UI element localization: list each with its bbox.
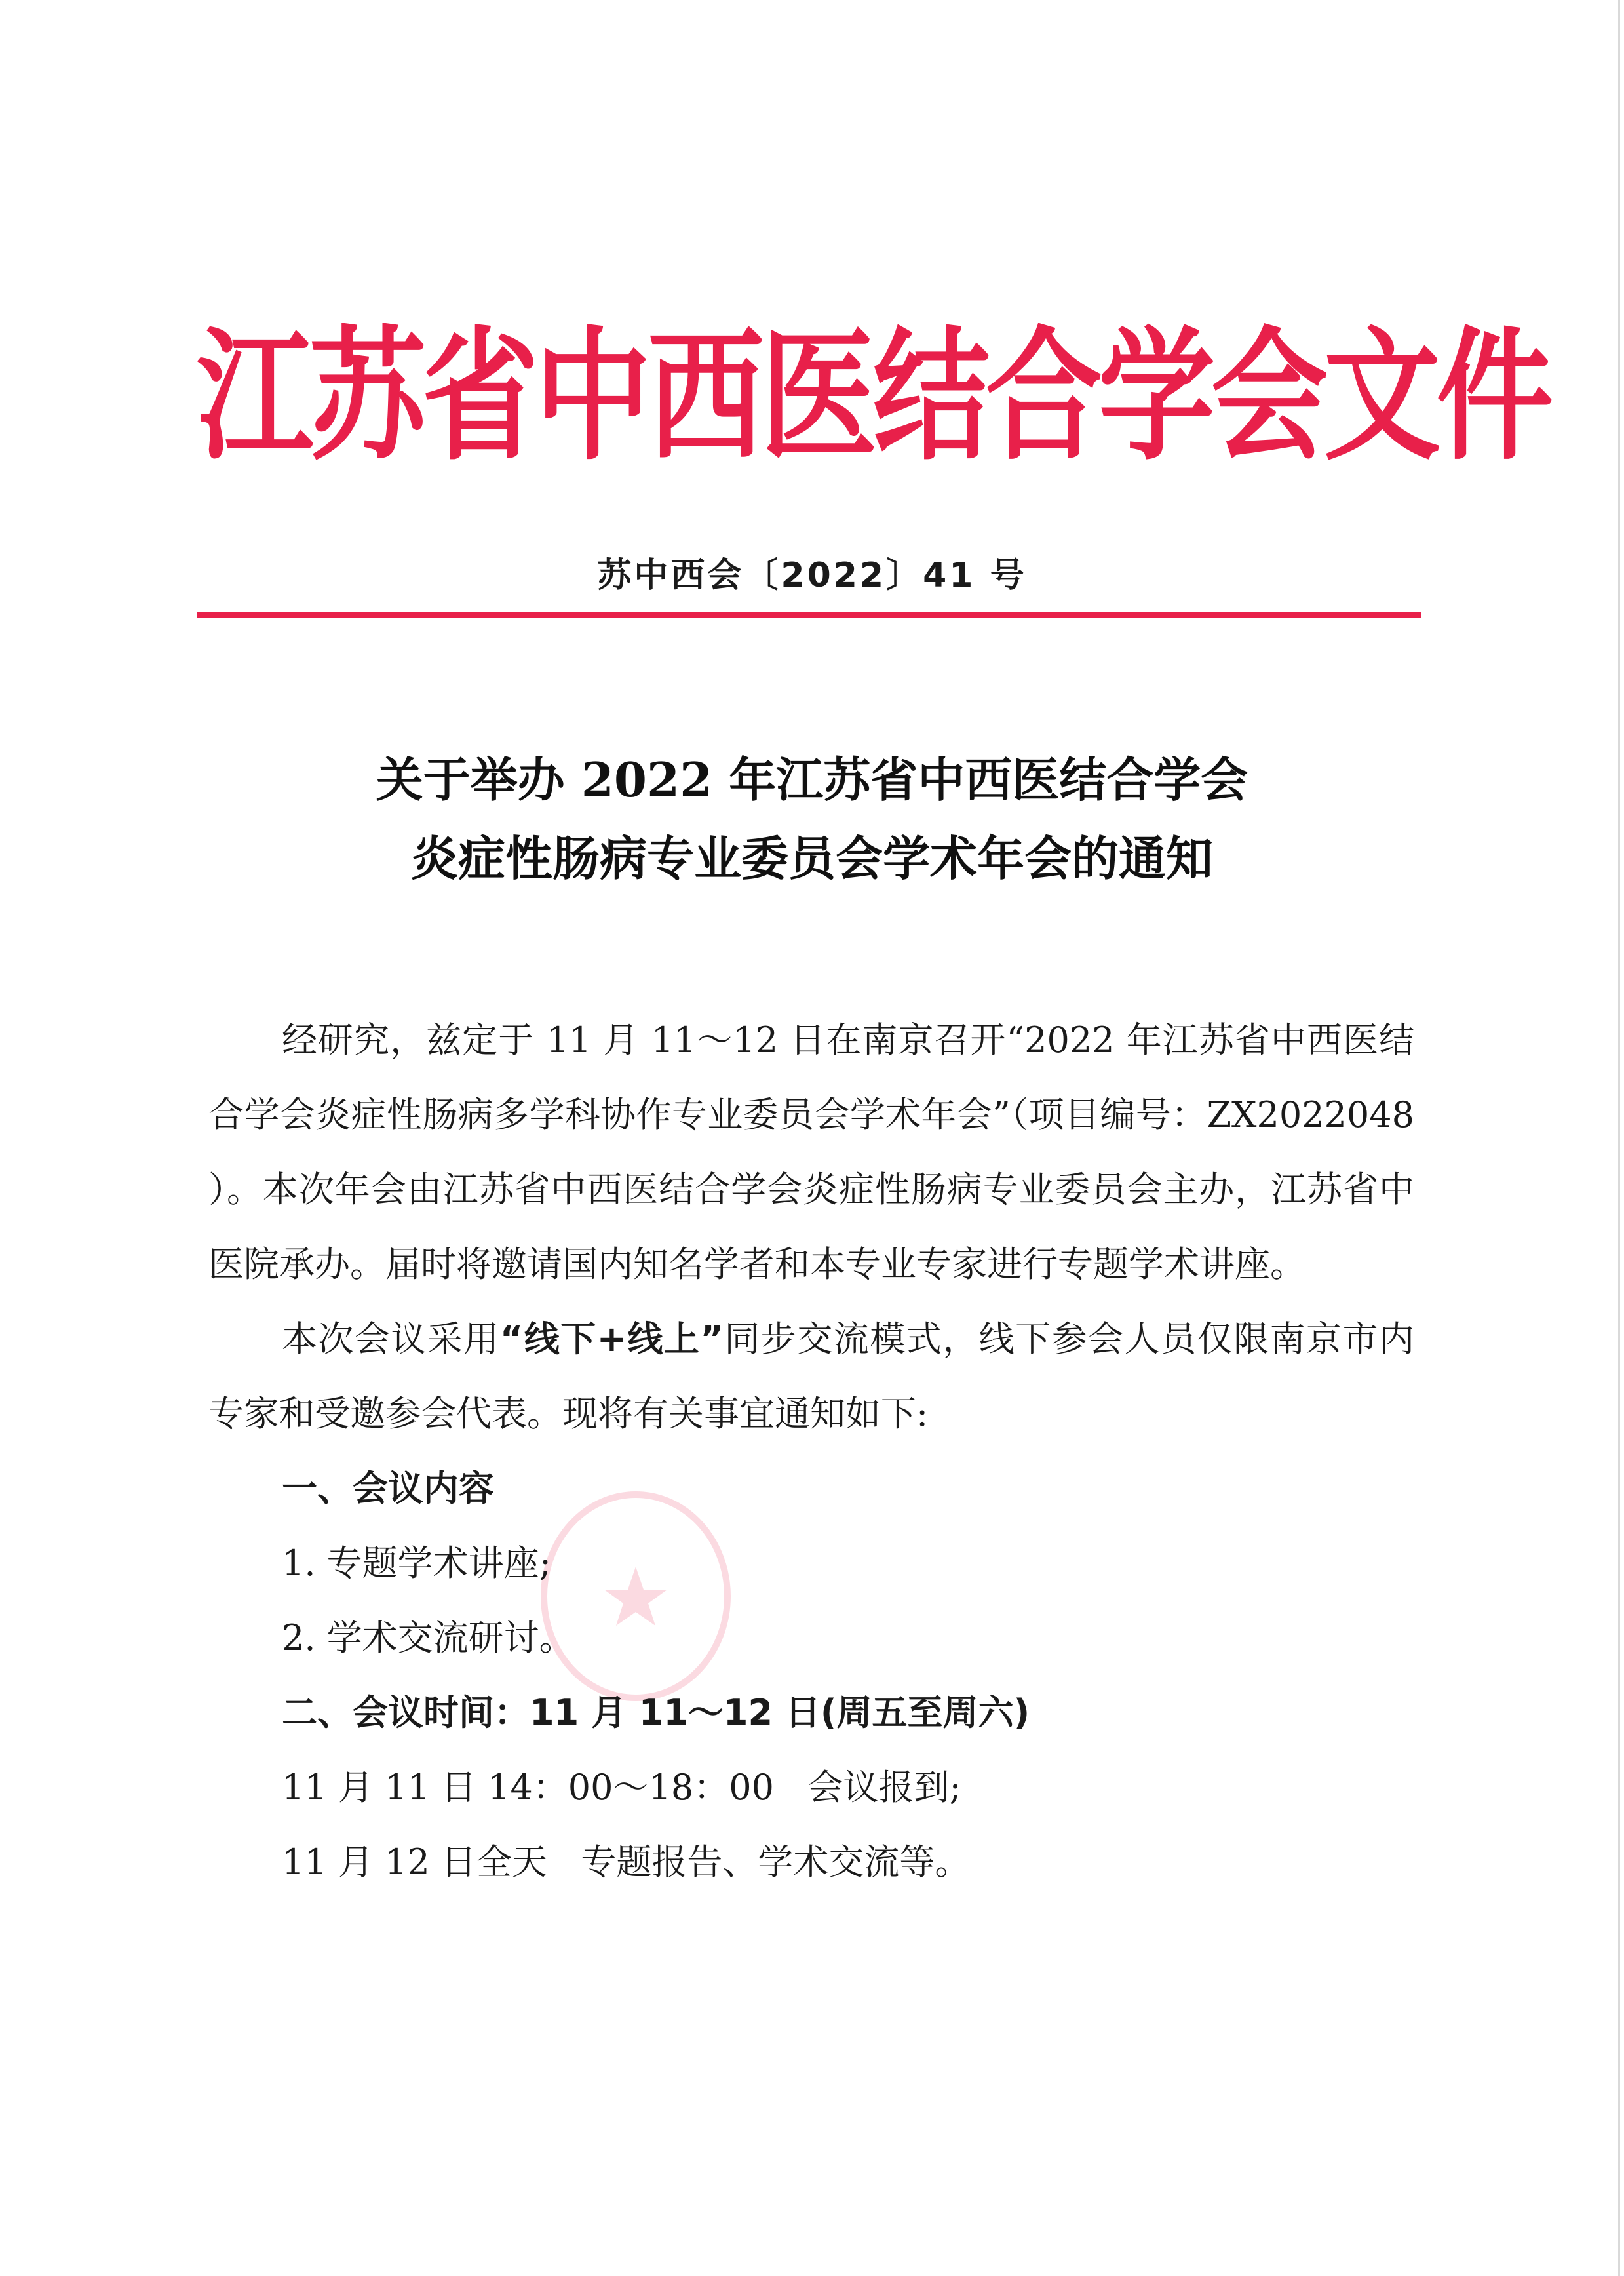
organization-title: 江苏省中西医结合学会文件 [197,312,1549,480]
schedule-item-2: 11 月 12 日全天 专题报告、学术交流等。 [282,1841,971,1883]
section-1-item-1: 1. 专题学术讲座; [282,1542,551,1584]
title-line-2: 炎症性肠病专业委员会学术年会的通知 [410,831,1213,886]
title-line-1: 关于举办 2022 年江苏省中西医结合学会 [376,752,1248,808]
document-number: 苏中西会〔2022〕41 号 [597,556,1027,595]
schedule-item-1: 11 月 11 日 14：00～18：00 会议报到; [282,1767,961,1808]
paragraph-1: 经研究，兹定于 11 月 11～12 日在南京召开“2022 年江苏省中西医结合学会炎症性肠病多学科协作专业委员会学术年会”（项目编号：ZX2022048 ）。本次年会由江苏省中西医结合学会炎症性肠病专业委员会主办，江苏省中医院承办。届时将邀请国内知名学者和本专业专家进行专题学术讲座。 [208,1019,1414,1285]
section-1-heading: 一、会议内容 [282,1468,494,1509]
document-body [208,1003,1414,1900]
scan-edge [1618,0,1620,2276]
paragraph-2-text-after: 同步交流模式，线下参会人员仅限南京市内专家和受邀参会代表。现将有关事宜通知如下: [208,1318,1415,1434]
section-2-heading: 二、会议时间：11 月 11～12 日(周五至周六) [282,1692,1030,1733]
paragraph-2 [208,1302,1414,1451]
paragraph-2-text-before: 本次会议采用 [282,1318,500,1360]
document-title [0,741,1624,898]
red-divider [197,612,1421,618]
paragraph-2-mode-highlight: “线下+线上” [499,1318,724,1360]
section-1-item-2: 2. 学术交流研讨。 [282,1617,575,1658]
